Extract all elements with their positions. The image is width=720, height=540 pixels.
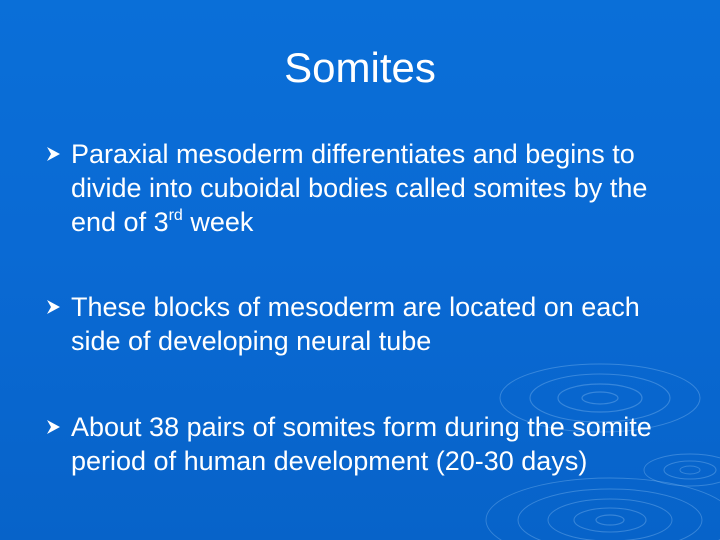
arrow-bullet-icon	[46, 419, 61, 435]
bullet-text: These blocks of mesoderm are located on each side of developing neural tube	[71, 292, 640, 356]
bullet-text	[71, 137, 686, 239]
arrow-bullet-icon	[46, 146, 61, 162]
bullet-text: About 38 pairs of somites form during the somite period of human development (20-30 days)	[71, 412, 652, 476]
slide-title: Somites	[284, 44, 436, 91]
bullet-item	[46, 290, 686, 358]
bullet-item	[46, 137, 686, 239]
ordinal-superscript: rd	[168, 207, 183, 224]
bullet-item	[46, 410, 686, 478]
bullet-text-tail: week	[182, 207, 254, 237]
arrow-bullet-icon	[46, 299, 61, 315]
bullet-text-main: Paraxial mesoderm differentiates and begins to divide into cuboidal bodies called somites by the end of 3	[71, 139, 648, 237]
